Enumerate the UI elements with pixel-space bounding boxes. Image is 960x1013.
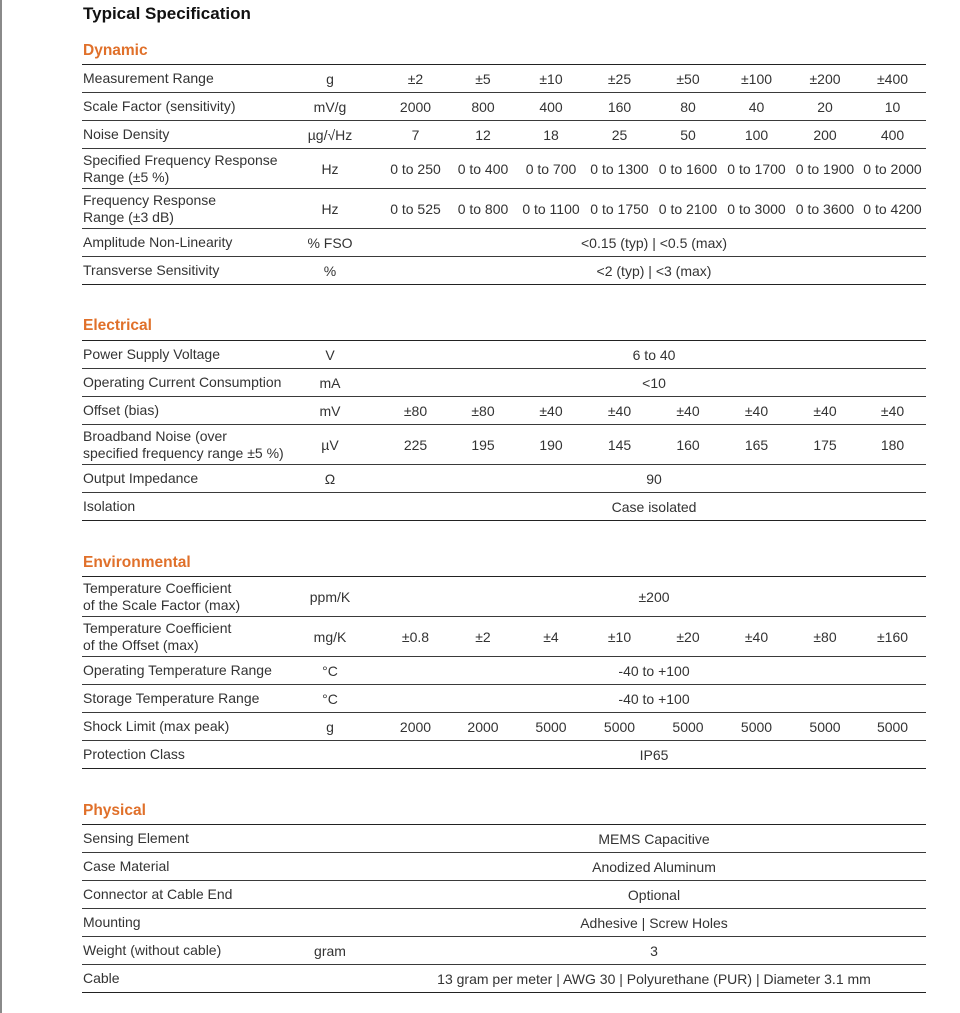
shared-value-cell: Optional bbox=[382, 881, 926, 909]
shared-value-cell: Adhesive | Screw Holes bbox=[382, 909, 926, 937]
parameter-label-line: Scale Factor (sensitivity) bbox=[83, 98, 236, 114]
shared-value-cell: ±200 bbox=[382, 577, 926, 617]
parameter-label-line: Sensing Element bbox=[83, 830, 189, 846]
value-cell: ±0.8 bbox=[382, 617, 449, 657]
value-cell: 50 bbox=[654, 121, 722, 149]
value-cell: 0 to 800 bbox=[449, 189, 517, 229]
value-cell: 20 bbox=[791, 93, 859, 121]
parameter-label bbox=[82, 121, 278, 149]
spec-row bbox=[82, 741, 926, 769]
value-cell: 0 to 700 bbox=[517, 149, 585, 189]
value-cell: 5000 bbox=[859, 713, 926, 741]
unit-cell: V bbox=[278, 341, 382, 369]
parameter-label-line: Cable bbox=[83, 970, 120, 986]
spec-row bbox=[82, 189, 926, 229]
parameter-label bbox=[82, 909, 278, 937]
value-cell: ±160 bbox=[859, 617, 926, 657]
value-cell: 2000 bbox=[449, 713, 517, 741]
value-cell: 0 to 1900 bbox=[791, 149, 859, 189]
spec-row bbox=[82, 257, 926, 285]
parameter-label-line: Storage Temperature Range bbox=[83, 690, 260, 706]
parameter-label-line: Range (±5 %) bbox=[83, 168, 170, 185]
value-cell: 5000 bbox=[654, 713, 722, 741]
value-cell: ±80 bbox=[449, 397, 517, 425]
unit-cell: °C bbox=[278, 685, 382, 713]
parameter-label-line: Offset (bias) bbox=[83, 402, 159, 418]
unit-cell: mA bbox=[278, 369, 382, 397]
unit-cell bbox=[278, 825, 382, 853]
parameter-label-line: Measurement Range bbox=[83, 70, 214, 86]
parameter-label bbox=[82, 425, 284, 465]
value-cell: 225 bbox=[382, 425, 449, 465]
unit-cell bbox=[278, 909, 382, 937]
unit-cell: °C bbox=[278, 657, 382, 685]
spec-row bbox=[82, 685, 926, 713]
parameter-label-line: Protection Class bbox=[83, 746, 185, 762]
value-cell: 400 bbox=[859, 121, 926, 149]
spec-row bbox=[82, 617, 926, 657]
spec-row bbox=[82, 397, 926, 425]
value-cell: ±2 bbox=[449, 617, 517, 657]
shared-value-cell: MEMS Capacitive bbox=[382, 825, 926, 853]
parameter-label-line: Operating Current Consumption bbox=[83, 374, 282, 390]
value-cell: ±10 bbox=[517, 65, 585, 93]
value-cell: 0 to 1750 bbox=[585, 189, 654, 229]
value-cell: ±80 bbox=[382, 397, 449, 425]
parameter-label bbox=[82, 881, 278, 909]
parameter-label bbox=[82, 149, 278, 189]
value-cell: 25 bbox=[585, 121, 654, 149]
value-cell: 5000 bbox=[791, 713, 859, 741]
parameter-label-line: Operating Temperature Range bbox=[83, 662, 272, 678]
value-cell: 0 to 1300 bbox=[585, 149, 654, 189]
unit-cell: Hz bbox=[278, 189, 382, 229]
value-cell: 0 to 2100 bbox=[654, 189, 722, 229]
shared-value-cell: -40 to +100 bbox=[382, 657, 926, 685]
spec-row bbox=[82, 121, 926, 149]
spec-row bbox=[82, 881, 926, 909]
value-cell: ±400 bbox=[859, 65, 926, 93]
parameter-label bbox=[82, 493, 278, 521]
value-cell: 2000 bbox=[382, 93, 449, 121]
parameter-label bbox=[82, 65, 278, 93]
spec-row bbox=[82, 493, 926, 521]
value-cell: ±40 bbox=[859, 397, 926, 425]
parameter-label bbox=[82, 965, 278, 993]
value-cell: 0 to 250 bbox=[382, 149, 449, 189]
unit-cell: Ω bbox=[278, 465, 382, 493]
shared-value-cell: <0.15 (typ) | <0.5 (max) bbox=[382, 229, 926, 257]
unit-cell: gram bbox=[278, 937, 382, 965]
parameter-label bbox=[82, 577, 278, 617]
value-cell: 0 to 400 bbox=[449, 149, 517, 189]
parameter-label-line: Range (±3 dB) bbox=[83, 208, 174, 225]
section-heading-environmental: Environmental bbox=[83, 554, 191, 571]
parameter-label-line: Power Supply Voltage bbox=[83, 346, 220, 362]
shared-value-cell: 13 gram per meter | AWG 30 | Polyurethane (PUR) | Diameter 3.1 mm bbox=[382, 965, 926, 993]
unit-cell bbox=[278, 853, 382, 881]
parameter-label bbox=[82, 825, 278, 853]
page-left-border bbox=[0, 0, 2, 1013]
unit-cell: mV bbox=[278, 397, 382, 425]
shared-value-cell: <2 (typ) | <3 (max) bbox=[382, 257, 926, 285]
shared-value-cell: Case isolated bbox=[382, 493, 926, 521]
parameter-label-line: Output Impedance bbox=[83, 470, 199, 486]
value-cell: 100 bbox=[722, 121, 791, 149]
spec-table-physical bbox=[82, 824, 926, 993]
spec-row bbox=[82, 93, 926, 121]
parameter-label-line: Frequency Response bbox=[83, 191, 217, 208]
value-cell: 10 bbox=[859, 93, 926, 121]
value-cell: ±80 bbox=[791, 617, 859, 657]
parameter-label bbox=[82, 93, 278, 121]
value-cell: 0 to 1600 bbox=[654, 149, 722, 189]
value-cell: 0 to 1700 bbox=[722, 149, 791, 189]
value-cell: ±200 bbox=[791, 65, 859, 93]
unit-cell bbox=[278, 493, 382, 521]
spec-row bbox=[82, 425, 926, 465]
value-cell: 18 bbox=[517, 121, 585, 149]
value-cell: 400 bbox=[517, 93, 585, 121]
spec-row bbox=[82, 65, 926, 93]
value-cell: ±100 bbox=[722, 65, 791, 93]
page-title: Typical Specification bbox=[83, 4, 251, 23]
spec-row bbox=[82, 149, 926, 189]
value-cell: ±5 bbox=[449, 65, 517, 93]
value-cell: 195 bbox=[449, 425, 517, 465]
value-cell: ±40 bbox=[791, 397, 859, 425]
parameter-label-line: of the Scale Factor (max) bbox=[83, 596, 241, 613]
value-cell: 0 to 525 bbox=[382, 189, 449, 229]
spec-table-electrical bbox=[82, 340, 926, 521]
value-cell: 0 to 4200 bbox=[859, 189, 926, 229]
parameter-label-line: Temperature Coefficient bbox=[83, 579, 232, 596]
parameter-label bbox=[82, 397, 278, 425]
value-cell: ±20 bbox=[654, 617, 722, 657]
unit-cell: ppm/K bbox=[278, 577, 382, 617]
shared-value-cell: 3 bbox=[382, 937, 926, 965]
value-cell: ±4 bbox=[517, 617, 585, 657]
parameter-label-line: Specified Frequency Response bbox=[83, 151, 278, 168]
value-cell: 800 bbox=[449, 93, 517, 121]
value-cell: ±10 bbox=[585, 617, 654, 657]
shared-value-cell: 90 bbox=[382, 465, 926, 493]
parameter-label bbox=[82, 617, 278, 657]
spec-row bbox=[82, 713, 926, 741]
section-heading-physical: Physical bbox=[83, 802, 146, 819]
value-cell: 0 to 1100 bbox=[517, 189, 585, 229]
value-cell: 145 bbox=[585, 425, 654, 465]
value-cell: 180 bbox=[859, 425, 926, 465]
spec-row bbox=[82, 341, 926, 369]
unit-cell: mg/K bbox=[278, 617, 382, 657]
shared-value-cell: -40 to +100 bbox=[382, 685, 926, 713]
value-cell: ±40 bbox=[722, 397, 791, 425]
parameter-label bbox=[82, 657, 278, 685]
parameter-label bbox=[82, 369, 282, 397]
value-cell: ±40 bbox=[722, 617, 791, 657]
value-cell: 0 to 3600 bbox=[791, 189, 859, 229]
spec-row bbox=[82, 909, 926, 937]
parameter-label bbox=[82, 853, 278, 881]
parameter-label-line: Isolation bbox=[83, 498, 136, 514]
spec-row bbox=[82, 657, 926, 685]
value-cell: 80 bbox=[654, 93, 722, 121]
spec-table-dynamic bbox=[82, 64, 926, 285]
parameter-label bbox=[82, 189, 278, 229]
unit-cell bbox=[278, 881, 382, 909]
shared-value-cell: IP65 bbox=[382, 741, 926, 769]
parameter-label bbox=[82, 465, 278, 493]
value-cell: ±40 bbox=[585, 397, 654, 425]
unit-cell: mV/g bbox=[278, 93, 382, 121]
value-cell: 165 bbox=[722, 425, 791, 465]
value-cell: 190 bbox=[517, 425, 585, 465]
parameter-label-line: Amplitude Non-Linearity bbox=[83, 234, 233, 250]
value-cell: 160 bbox=[585, 93, 654, 121]
unit-cell: µV bbox=[278, 425, 382, 465]
value-cell: 0 to 2000 bbox=[859, 149, 926, 189]
unit-cell: µg/√Hz bbox=[278, 121, 382, 149]
unit-cell: Hz bbox=[278, 149, 382, 189]
parameter-label bbox=[82, 229, 278, 257]
value-cell: 175 bbox=[791, 425, 859, 465]
spec-row bbox=[82, 577, 926, 617]
value-cell: 0 to 3000 bbox=[722, 189, 791, 229]
value-cell: ±40 bbox=[517, 397, 585, 425]
shared-value-cell: Anodized Aluminum bbox=[382, 853, 926, 881]
value-cell: 7 bbox=[382, 121, 449, 149]
spec-row bbox=[82, 937, 926, 965]
shared-value-cell: <10 bbox=[382, 369, 926, 397]
value-cell: 12 bbox=[449, 121, 517, 149]
spec-row bbox=[82, 465, 926, 493]
parameter-label-line: Transverse Sensitivity bbox=[83, 262, 220, 278]
parameter-label-line: Connector at Cable End bbox=[83, 886, 233, 902]
unit-cell: g bbox=[278, 65, 382, 93]
parameter-label-line: Weight (without cable) bbox=[83, 942, 222, 958]
spec-row bbox=[82, 369, 926, 397]
parameter-label-line: specified frequency range ±5 %) bbox=[83, 444, 284, 461]
spec-row bbox=[82, 853, 926, 881]
spec-table-environmental bbox=[82, 576, 926, 769]
parameter-label-line: Temperature Coefficient bbox=[83, 619, 232, 636]
parameter-label bbox=[82, 685, 278, 713]
parameter-label-line: Noise Density bbox=[83, 126, 170, 142]
parameter-label bbox=[82, 741, 278, 769]
value-cell: 2000 bbox=[382, 713, 449, 741]
value-cell: ±40 bbox=[654, 397, 722, 425]
parameter-label-line: Broadband Noise (over bbox=[83, 427, 227, 444]
parameter-label-line: Mounting bbox=[83, 914, 141, 930]
spec-row bbox=[82, 965, 926, 993]
value-cell: 5000 bbox=[585, 713, 654, 741]
value-cell: 160 bbox=[654, 425, 722, 465]
value-cell: 200 bbox=[791, 121, 859, 149]
section-heading-dynamic: Dynamic bbox=[83, 42, 148, 59]
value-cell: ±2 bbox=[382, 65, 449, 93]
parameter-label-line: Shock Limit (max peak) bbox=[83, 718, 230, 734]
section-heading-electrical: Electrical bbox=[83, 317, 152, 334]
unit-cell: % FSO bbox=[278, 229, 382, 257]
value-cell: 5000 bbox=[517, 713, 585, 741]
value-cell: 40 bbox=[722, 93, 791, 121]
unit-cell: % bbox=[278, 257, 382, 285]
parameter-label bbox=[82, 341, 278, 369]
spec-row bbox=[82, 825, 926, 853]
value-cell: ±50 bbox=[654, 65, 722, 93]
parameter-label bbox=[82, 937, 278, 965]
unit-cell bbox=[278, 741, 382, 769]
unit-cell: g bbox=[278, 713, 382, 741]
spec-row bbox=[82, 229, 926, 257]
parameter-label bbox=[82, 713, 278, 741]
value-cell: ±25 bbox=[585, 65, 654, 93]
shared-value-cell: 6 to 40 bbox=[382, 341, 926, 369]
parameter-label-line: Case Material bbox=[83, 858, 170, 874]
value-cell: 5000 bbox=[722, 713, 791, 741]
parameter-label bbox=[82, 257, 278, 285]
parameter-label-line: of the Offset (max) bbox=[83, 636, 199, 653]
unit-cell bbox=[278, 965, 382, 993]
